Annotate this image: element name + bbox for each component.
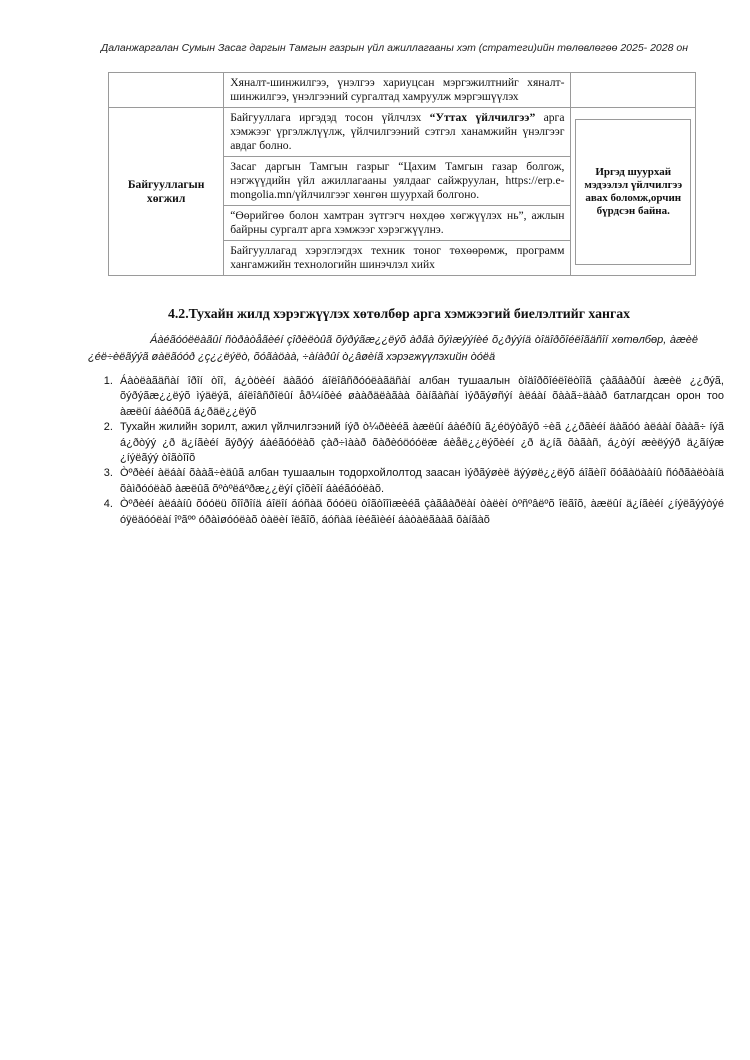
activity-cell: Засаг даргын Тамгын газрыг “Цахим Тамгын газар болгож, нэгжүүдийн үйл ажиллагааны уялдааг сайжруулан, https://erp.e-mongolia.mn/үйлчилгээг хөнгөн шуурхай болгоно. — [224, 157, 571, 206]
activity-cell: Хяналт-шинжилгээ, үнэлгээ хариуцсан мэргэжилтнийг хяналт-шинжилгээ, үнэлгээний сургалтад хамруулж мэргэшүүлэх — [224, 73, 571, 108]
section-title: 4.2.Тухайн жилд хэрэгжүүлэх хөтөлбөр арга хэмжээгий биелэлтийг хангах — [167, 306, 631, 321]
table-row — [109, 108, 696, 157]
page-header: Даланжаргалан Сумын Засаг даргын Тамгын газрын үйл ажиллагааны хэт (стратеги)ийн төлөвлөгөө 2025- 2028 он — [100, 42, 688, 54]
list-item: 2. Тухайн жилийн зорилт, ажил үйлчилгээний íýð ò¼ðëèéã àæëûí áàéðíû ã¿éöýòãýõ ÷èã ¿¿ðãèéí äàãóó àëáàí õààã÷ íýã á¿ðòýý ¿ð ä¿íãèéí ãýðýý áàéãóóëàõ çàð÷ìààð õàðèóöóóëæ áèåë¿¿ëýõèéí ¿ð ä¿íã õàãàñ, á¿òýí æèëýýð ä¿ãíýæ ¿íýëãýý òîãòîîõ — [116, 420, 724, 466]
list-item: 3. Òºðèéí àëáàí õààã÷èäûã албан тушаалын тодорхойлолтод заасан ìýðãýøèë äýýøë¿¿ëýõ áîãèíî õóãàöààíû ñóðãàëòàíä õàìðóóëàõ àæëûã õºòºëáºðæ¿¿ëýí çîõèîí áàéãóóëàõ. — [116, 466, 724, 497]
activity-text: Байгууллага иргэдэд тосон үйлчлэх — [230, 111, 430, 124]
section-intro: Áàéãóóëëàãûí ñòðàòåãèéí çîðèëòûã õýðýãæ¿¿ëýõ àðãà õýìæýýíèé õ¿ðýýíä òîäîðõîéëîãäñîí хөтөлбөр, àæèë ¿éë÷èëãýýã øàëãóóð ¿ç¿¿ëýëò, õóãàöàà, ÷àíàðûí ò¿âøèíã хэрэгжүүлэхийн òóëä — [88, 334, 698, 363]
area-label-cell — [109, 108, 224, 276]
empty-area-cell — [109, 73, 224, 108]
list-item: 1. Áàòëàãäñàí îðîí òîî, á¿òöèéí äàãóó áîëîâñðóóëàãäñàí албан тушаалын òîäîðõîéëîëòîîã çàãâàðûí àæèë ¿¿ðýã, õýðýãæ¿¿ëýõ ìýäëýã, áîëîâñðîëûí åð¼íõèé øààðäëàãàà õàíãàñàí ìýðãýøñýí àëáàí õààã÷äààð батлагдсан орон тоо àæëûí áàéðûã á¿ðäë¿¿ëýõ — [116, 374, 724, 420]
result-label: Иргэд шуурхай мэдээлэл үйлчилгээ авах боломж,орчин бүрдсэн байна. — [575, 119, 691, 265]
activity-text: арга хэмжээг үргэлжлүүлж, үйлчилгээний сэтгэл ханамжийн үнэлгээг авдаг болно. — [230, 111, 565, 152]
plan-table — [108, 72, 696, 276]
activity-cell — [224, 108, 571, 157]
area-label: Байгууллагын хөгжил — [127, 177, 205, 205]
measure-list — [88, 374, 724, 528]
result-cell — [571, 108, 696, 276]
empty-result-cell — [571, 73, 696, 108]
activity-highlight: “Уттах үйлчилгээ” — [429, 111, 536, 124]
activity-cell: “Өөрийгөө болон хамтран зүтгэгч нөхдөө хөгжүүлэх нь”, ажлын байрны сургалт арга хэмжээг хэрэгжүүлнэ. — [224, 206, 571, 241]
activity-cell: Байгууллагад хэрэглэгдэх техник тоног төхөөрөмж, программ хангамжийн технологийн шинэчлэл хийх — [224, 241, 571, 276]
table-row — [109, 73, 696, 108]
list-item: 4. Òºðèéí àëáàíû õóóëü õîîðîíä áîëîí áóñàä õóóëü òîãòîîìæèéã çàãâàðëàí òàëèí òºñºâëºõ îëãîõ, àæëûí ä¿íãèéí ¿íýëãýýòýé óÿëäóóëàí îºãºº óðàìøóóëàõ òàëèí îëãîõ, áóñàä íèéãìèéí áàòàëãààã õàíãàõ — [116, 497, 724, 528]
